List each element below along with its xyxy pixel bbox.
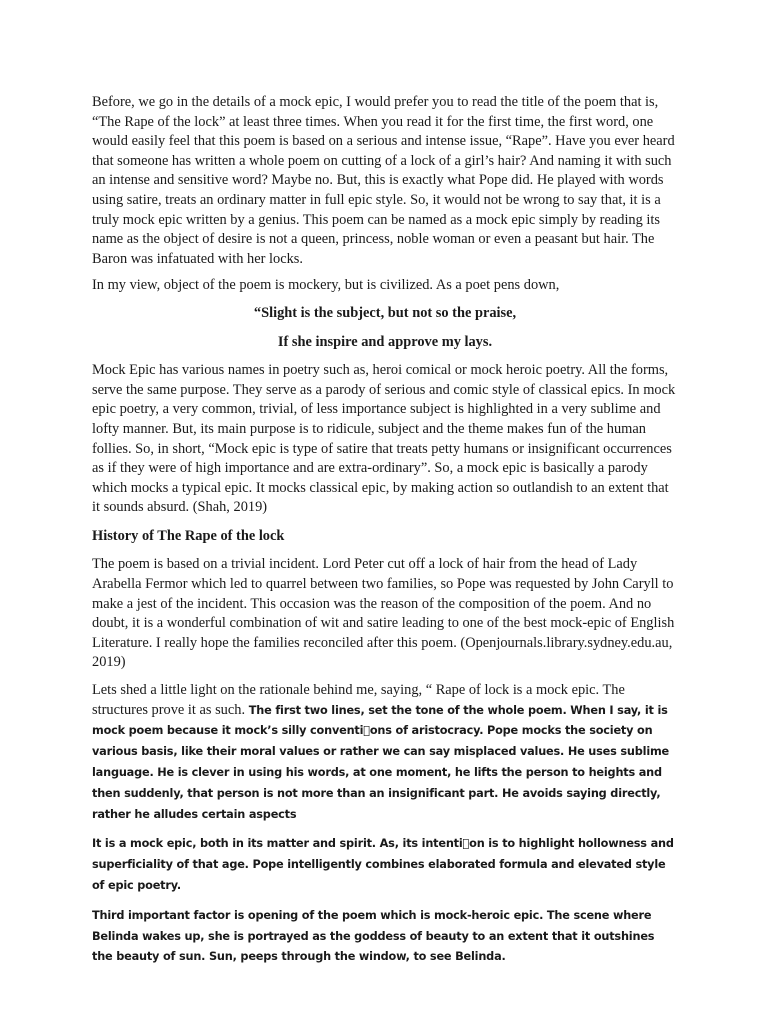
rationale-bold-text: The first two lines, set the tone of the whole poem. When I say, it is mock poem because it mock’s silly conventi ons of aristocracy. Pope mocks the society on various basis, like their moral values or rather we can say misplaced values. He uses sublime language. He is clever in using his words, at one moment, he lifts the person to heights and then suddenly, that person is not more than an insignificant part. He avoids saying directly, rather he alludes certain aspects: [92, 703, 670, 821]
paragraph-rationale: [92, 681, 678, 825]
quote-line-1: “Slight is the subject, but not so the praise,: [253, 304, 517, 321]
paragraph-history: The poem is based on a trivial incident. Lord Peter cut off a lock of hair from the head of Lady Arabella Fermor which led to quarrel between two families, so Pope was requested by John Caryll to make a jest of the incident. This occasion was the reason of the composition of the poem. And no doubt, it is a wonderful combination of wit and satire leading to one of the best mock-epic of English Literature. I really hope the families reconciled after this poem. (Openjournals.library.sydney.edu.au, 2019): [92, 556, 675, 671]
paragraph-mock-epic: Mock Epic has various names in poetry such as, heroi comical or mock heroic poetry. All the forms, serve the same purpose. They serve as a parody of serious and comic style of classical epics. In mock epic poetry, a very common, trivial, of less importance subject is highlighted in a very sublime and lofty manner. But, its main purpose is to ridicule, subject and the theme makes fun of the human follies. So, in short, “Mock epic is type of satire that treats petty humans or insignificant occurrences as if they were of high importance and are extra-ordinary”. So, a mock epic is basically a parody which mocks a typical epic. It mocks classical epic, by making action so outlandish to an extent that it sounds absurd. (Shah, 2019): [92, 362, 676, 516]
document-page: [92, 93, 678, 968]
paragraph-opening: Third important factor is opening of the poem which is mock-heroic epic. The scene where Belinda wakes up, she is portrayed as the goddess of beauty to an extent that it outshines the beauty of sun. Sun, peeps through the window, to see Belinda.: [92, 908, 655, 964]
rationale-serif-text: Lets shed a little light on the rationale behind me, saying, “ Rape of lock is a mock epic. The structures prove it as such.: [92, 682, 625, 718]
paragraph-intro: Before, we go in the details of a mock epic, I would prefer you to read the title of the poem that is, “The Rape of the lock” at least three times. When you read it for the first time, the first word, one would easily feel that this poem is based on a serious and intense issue, “Rape”. Have you ever heard that someone has written a whole poem on cutting of a lock of a girl’s hair? And naming it with such an intense and sensitive word? Maybe no. But, this is exactly what Pope did. He played with words using satire, treats an ordinary matter in full epic style. So, it would not be wrong to say that, it is a truly mock epic written by a genius. This poem can be named as a mock epic simply by reading its name as the object of desire is not a queen, princess, noble woman or even a peasant but hair. The Baron was infatuated with her locks.: [92, 94, 675, 267]
quote-line-2: If she inspire and approve my lays.: [277, 333, 493, 350]
paragraph-view: In my view, object of the poem is mockery, but is civilized. As a poet pens down,: [92, 277, 560, 294]
section-heading: History of The Rape of the lock: [92, 527, 285, 544]
paragraph-matter-spirit: It is a mock epic, both in its matter and spirit. As, its intenti on is to highlight hollowness and superficiality of that age. Pope intelligently combines elaborated formula and elevated style of epic poetry.: [92, 837, 674, 892]
